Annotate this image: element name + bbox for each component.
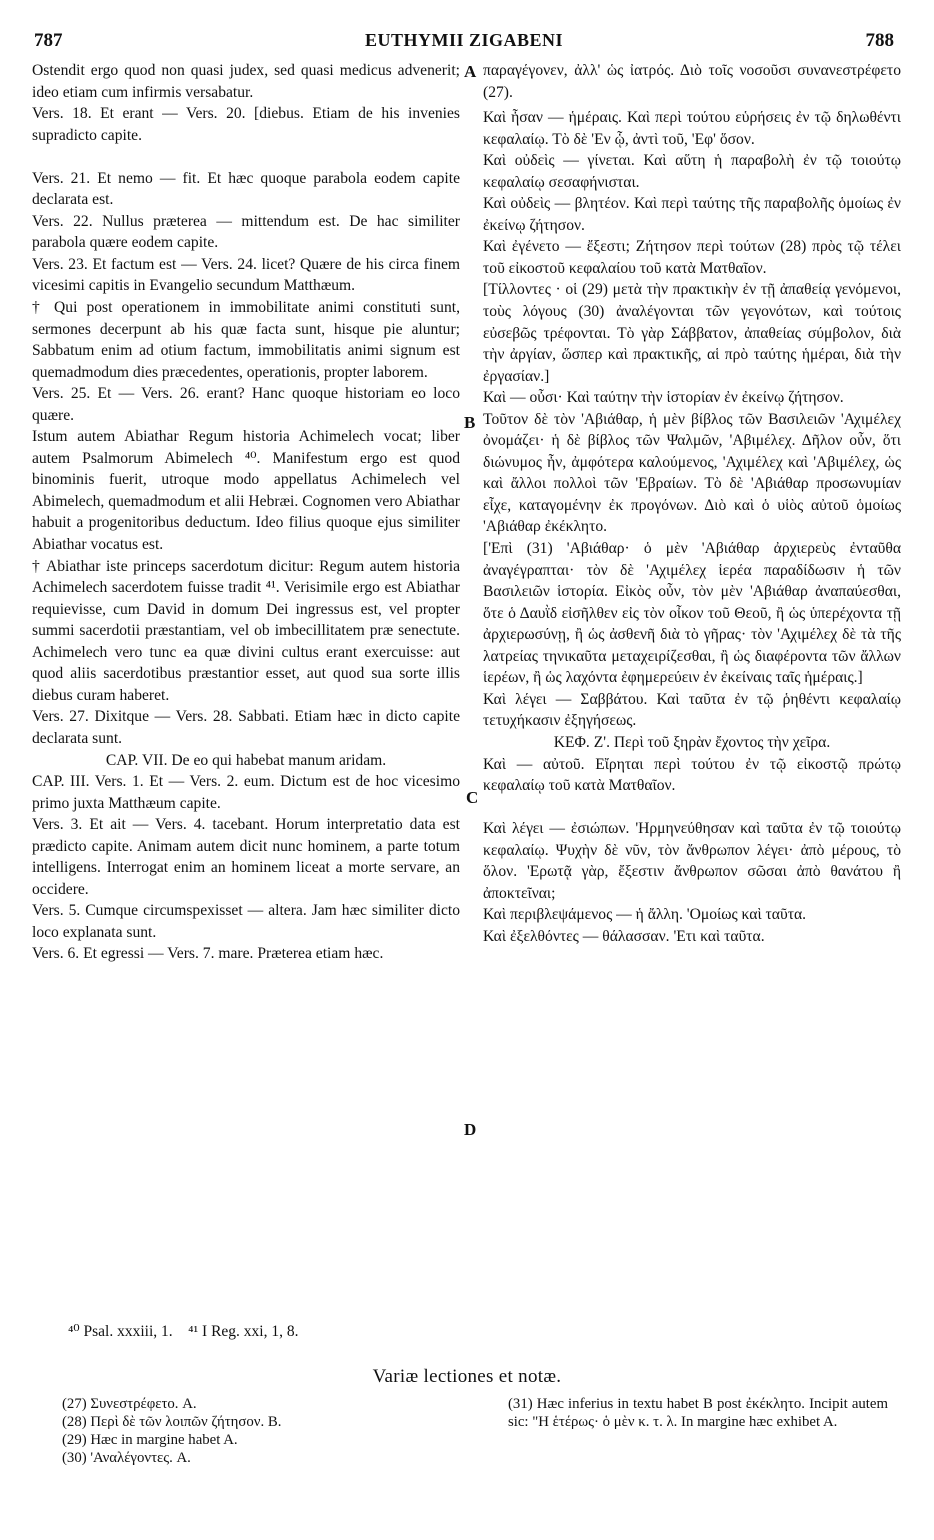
- greek-column: [483, 60, 901, 947]
- latin-paragraph: Vers. 22. Nullus præterea — mittendum est. De hac similiter parabola quære eodem capite.: [32, 212, 460, 252]
- greek-paragraph: Τοῦτον δὲ τὸν 'Αβιάθαρ, ἡ μὲν βίβλος τῶν Βασιλειῶν 'Αχιμέλεχ ὀνομάζει· ἡ δὲ βίβλος τῶν Ψαλμῶν, 'Αβιμέλεχ. Δῆλον οὖν, ὅτι διώνυμος ἦν, ἀμφότερα καλούμενος, 'Αχιμέλεχ καὶ 'Αβιμέλεχ, ὡς καὶ ἄλλοι πολλοὶ τῶν 'Εβραίων. Τὸ δὲ 'Αβιάθαρ προσωνυμίαν εἶχε, καταγομένην ἐκ προγόνων. Διὸ καὶ ὁ υἱὸς αὐτοῦ ὁμοίως 'Αβιάθαρ ἐκέκλητο.: [483, 410, 901, 536]
- latin-paragraph: Istum autem Abiathar Regum historia Achimelech vocat; liber autem Psalmorum Abimelech ⁴⁰. Manifestum ergo est quod binominis fuerit, utroque modo appellatus Achimelech vel Abimelech, quemadmodum et alii Hebræi. Cognomen vero Abiathar habuit a progenitoribus deductum. Ideo filius quoque ejus similiter Abiathar vocatus est.: [32, 428, 460, 554]
- variant-note: (30) 'Αναλέγοντες. A.: [62, 1450, 191, 1466]
- variant-notes-left: [62, 1395, 462, 1467]
- greek-paragraph: παραγέγονεν, ἀλλ' ὡς ἰατρός. Διὸ τοῖς νοσοῦσι συνανεστρέφετο (27).: [483, 62, 901, 101]
- running-title: EUTHYMII ZIGABENI: [364, 30, 564, 50]
- variant-note: (27) Συνεστρέφετο. A.: [62, 1396, 197, 1412]
- latin-paragraph: Vers. 6. Et egressi — Vers. 7. mare. Præterea etiam hæc.: [32, 945, 384, 963]
- variae-lectiones-title: Variæ lectiones et notæ.: [372, 1366, 562, 1387]
- variant-note: (28) Περὶ δὲ τῶν λοιπῶν ζήτησον. B.: [62, 1414, 282, 1430]
- greek-paragraph: Καὶ — οὖσι· Καὶ ταύτην τὴν ἱστορίαν ἐν ἐκείνῳ ζήτησον.: [483, 389, 844, 407]
- latin-column: [32, 60, 460, 965]
- greek-paragraph: Καὶ λέγει — ἐσιώπων. 'Ηρμηνεύθησαν καὶ ταῦτα ἐν τῷ τοιούτῳ κεφαλαίῳ. Ψυχὴν δὲ νῦν, τὸν ἄνθρωπον λέγει· ἀπὸ μέρους, τὸ ὅλον. 'Ερωτᾷ γὰρ, ἔξεστιν ἄνθρωπον σῶσαι ἀπὸ θανάτου ἢ ἀποκτεῖναι;: [483, 820, 901, 902]
- latin-paragraph: Vers. 25. Et — Vers. 26. erant? Hanc quoque historiam eo loco quære.: [32, 385, 460, 424]
- chapter-heading-latin: CAP. VII. De eo qui habebat manum aridam.: [105, 751, 387, 769]
- left-page-number: 787: [34, 30, 63, 51]
- latin-paragraph: Ostendit ergo quod non quasi judex, sed quasi medicus advenerit; ideo etiam cum infirmis versabatur.: [32, 62, 460, 101]
- latin-paragraph: Vers. 18. Et erant — Vers. 20. [diebus. Etiam de his invenies supradicto capite.: [32, 105, 460, 144]
- greek-paragraph: Καὶ ἐξελθόντες — θάλασσαν. 'Ετι καὶ ταῦτα.: [483, 927, 765, 945]
- latin-paragraph: Vers. 21. Et nemo — fit. Et hæc quoque parabola eodem capite declarata est.: [32, 169, 460, 209]
- greek-paragraph: Καὶ λέγει — Σαββάτου. Καὶ ταῦτα ἐν τῷ ῥηθέντι κεφαλαίῳ τετυχήκασιν ἐξηγήσεως.: [483, 690, 901, 730]
- chapter-heading-greek: ΚΕΦ. Ζ'. Περὶ τοῦ ξηρὰν ἔχοντος τὴν χεῖρα.: [553, 733, 831, 751]
- greek-paragraph: ['Επὶ (31) 'Αβιάθαρ· ὁ μὲν 'Αβιάθαρ ἀρχιερεὺς ἐνταῦθα ἀναγέγραπται· τὸν δὲ 'Αχιμέλεχ ἱερέα παραδίδωσιν ἡ τῶν Βασιλειῶν ἱστορία. Εἰκὸς οὖν, τὸν μὲν 'Αβιάθαρ ἀναπαύεσθαι, ὅτε ὁ Δαυῒδ εἰσῆλθεν εἰς τὸν οἶκον τοῦ Θεοῦ, ἢ ὡς ὑπερέχοντα τῇ ἀρχιερωσύνῃ, ἢ ὡς ἀσθενῆ διὰ τὸ γῆρας· τὸν 'Αχιμέλεχ δὲ τὰ τῆς λατρείας τηνικαῦτα μεταχειρίζεσθαι, ἢ ὡς διαφέροντα τῶν ἄλλων ἱερέων, ἢ ὡς λαχόντα ἐφημερεύειν ἐν ἐκείναις ταῖς ἡμέραις.]: [483, 540, 901, 687]
- margin-marker-a: A: [464, 62, 477, 81]
- greek-paragraph: Καὶ οὐδεὶς — γίνεται. Καὶ αὕτη ἡ παραβολὴ ἐν τῷ τοιούτῳ κεφαλαίῳ σεσαφήνισται.: [483, 152, 901, 191]
- greek-paragraph: Καὶ οὐδεὶς — βλητέον. Καὶ περὶ ταύτης τῆς παραβολῆς ὁμοίως ἐν ἐκείνῳ ζήτησον.: [483, 195, 901, 234]
- greek-paragraph: [Τίλλοντες · οἱ (29) μετὰ τὴν πρακτικὴν ἐν τῇ ἀπαθείᾳ γενόμενοι, τοὺς λόγους (30) ἀναλέγονται τῶν γεγονότων, καὶ τούτοις εὐσεβῶς τρέφονται. Τὸ γὰρ Σάββατον, ἀπαθείας σύμβολον, διὰ τὴν ἀργίαν, ὥσπερ καὶ πρακτικῆς, αἱ πρὸ ταύτης ἡμέραι, διὰ τὴν ἐργασίαν.]: [483, 281, 901, 385]
- latin-paragraph: † Qui post operationem in immobilitate animi constituti sunt, sermones decerpunt ab his quæ facta sunt, hisque pie aluntur; Sabbatum enim ad otium factum, immobilitatis animi signum est quemadmodum dies præcedentes, operationis, propter laborem.: [32, 299, 460, 381]
- right-page-number: 788: [865, 30, 894, 51]
- page-header: [30, 30, 898, 56]
- latin-paragraph: CAP. III. Vers. 1. Et — Vers. 2. eum. Dictum est de hoc vicesimo primo juxta Matthæum capite.: [32, 773, 460, 812]
- greek-paragraph: Καὶ περιβλεψάμενος — ἡ ἄλλη. 'Ομοίως καὶ ταῦτα.: [483, 906, 807, 924]
- latin-paragraph: Vers. 3. Et ait — Vers. 4. tacebant. Horum interpretatio data est prædicto capite. Animam autem dicit nunc hominem, a parte totum intelligens. Interrogat enim an hominem liceat a morte servare, an occidere.: [32, 816, 460, 898]
- latin-paragraph: Vers. 27. Dixitque — Vers. 28. Sabbati. Etiam hæc in dicto capite declarata sunt.: [32, 708, 460, 747]
- margin-marker-d: D: [464, 1120, 477, 1139]
- margin-marker-b: B: [464, 413, 476, 432]
- greek-paragraph: Καὶ ἦσαν — ἡμέραις. Καὶ περὶ τούτου εὑρήσεις ἐν τῷ δηλωθέντι κεφαλαίῳ. Τὸ δὲ 'Εν ᾧ, ἀντὶ τοῦ, 'Εφ' ὅσον.: [483, 109, 901, 148]
- latin-paragraph: Vers. 23. Et factum est — Vers. 24. licet? Quære de his circa finem vicesimi capitis in Evangelio secundum Matthæum.: [32, 255, 460, 295]
- greek-paragraph: Καὶ — αὐτοῦ. Εἴρηται περὶ τούτου ἐν τῷ εἰκοστῷ πρώτῳ κεφαλαίῳ τοῦ κατὰ Ματθαῖον.: [483, 755, 901, 795]
- variant-note: (31) Hæc inferius in textu habet B post ἐκέκλητο. Incipit autem sic: "Η ἑτέρως· ὁ μὲν κ. τ. λ. In margine hæc exhibet A.: [508, 1396, 888, 1430]
- latin-paragraph: † Abiathar iste princeps sacerdotum dicitur: Regum autem historia Achimelech sacerdotem fuisse tradit ⁴¹. Verisimile ergo est Abiathar requievisse, cum David in domum Dei ingressus est, vel propter summi sacerdotii præstantiam, vel ob imbecillitatem præ senectute. Achimelech vero tunc ea quæ divini cultus erant exercuisse: aut quod aliis sacerdotibus præstantior esset, aut quod sua sorte illis diebus curam haberet.: [32, 557, 460, 704]
- variant-note: (29) Hæc in margine habet A.: [62, 1432, 238, 1448]
- footnotes: ⁴⁰ Psal. xxxiii, 1. ⁴¹ I Reg. xxi, 1, 8.: [68, 1323, 299, 1340]
- greek-paragraph: Καὶ ἐγένετο — ἔξεστι; Ζήτησον περὶ τούτων (28) πρὸς τῷ τέλει τοῦ εἰκοστοῦ κεφαλαίου τοῦ κατὰ Ματθαῖον.: [483, 238, 901, 277]
- margin-marker-c: C: [466, 788, 479, 807]
- variant-notes-right: [508, 1395, 888, 1431]
- latin-paragraph: Vers. 5. Cumque circumspexisset — altera. Jam hæc similiter dicto loco explanata sunt.: [32, 902, 460, 941]
